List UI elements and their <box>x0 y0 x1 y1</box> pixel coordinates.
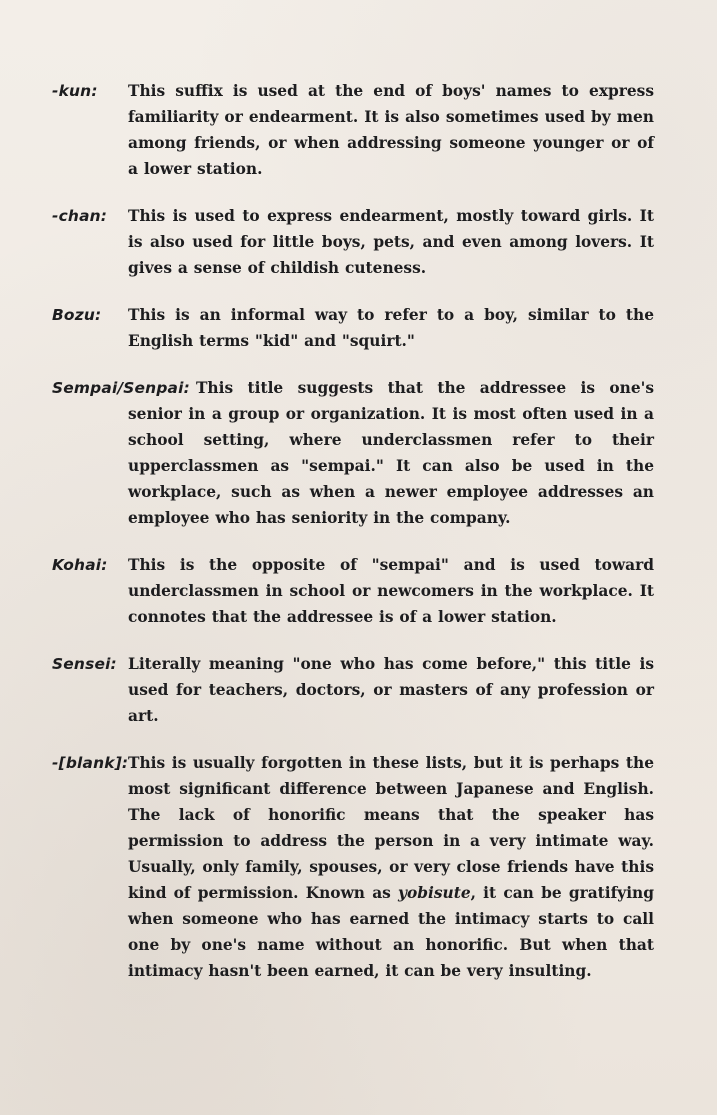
glossary-entry-sempai <box>52 375 654 531</box>
glossary-entry-blank <box>52 750 654 984</box>
glossary-definition: This is the opposite of "sempai" and is used toward underclassmen in school or newcomers in the workplace. It connotes that the addressee is of a lower station. <box>128 556 654 626</box>
glossary-definition: Literally meaning "one who has come before," this title is used for teachers, doctors, or masters of any profession or art. <box>128 655 654 725</box>
glossary-term: -chan: <box>52 207 108 225</box>
glossary-term: Sensei: <box>52 655 117 673</box>
honorifics-glossary <box>52 78 654 1005</box>
glossary-definition <box>128 754 654 980</box>
glossary-term: Kohai: <box>52 556 108 574</box>
glossary-definition: This suffix is used at the end of boys' names to express familiarity or endearment. It is also sometimes used by men among friends, or when addressing someone younger or of a lower station. <box>128 82 654 178</box>
glossary-entry-bozu <box>52 302 654 354</box>
glossary-term: Sempai/Senpai: <box>52 379 190 397</box>
glossary-term: -kun: <box>52 82 98 100</box>
glossary-definition: This is an informal way to refer to a boy, similar to the English terms "kid" and "squirt." <box>128 306 654 350</box>
glossary-entry-kun <box>52 78 654 182</box>
glossary-term: -[blank]: <box>52 754 129 772</box>
glossary-term: Bozu: <box>52 306 102 324</box>
definition-part: This is usually forgotten in these lists, but it is perhaps the most significant difference between Japanese and English. The lack of honorific means that the speaker has permission to address the person in a very intimate way. Usually, only family, spouses, or very close friends have this kind of permission. Known as <box>128 754 654 902</box>
glossary-definition: This is used to express endearment, mostly toward girls. It is also used for little boys, pets, and even among lovers. It gives a sense of childish cuteness. <box>128 207 654 277</box>
glossary-entry-sensei <box>52 651 654 729</box>
glossary-entry-chan <box>52 203 654 281</box>
definition-part: , it can be gratifying when someone who has earned the intimacy starts to call one by one's name without an honorific. But when that intimacy hasn't been earned, it can be very insulting. <box>128 884 654 980</box>
definition-emphasis: yobisute <box>398 884 471 902</box>
glossary-definition: This title suggests that the addressee is one's senior in a group or organization. It is most often used in a school setting, where underclassmen refer to their upperclassmen as "sempai." It can also be used in the workplace, such as when a newer employee addresses an employee who has seniority in the company. <box>128 379 654 527</box>
glossary-entry-kohai <box>52 552 654 630</box>
